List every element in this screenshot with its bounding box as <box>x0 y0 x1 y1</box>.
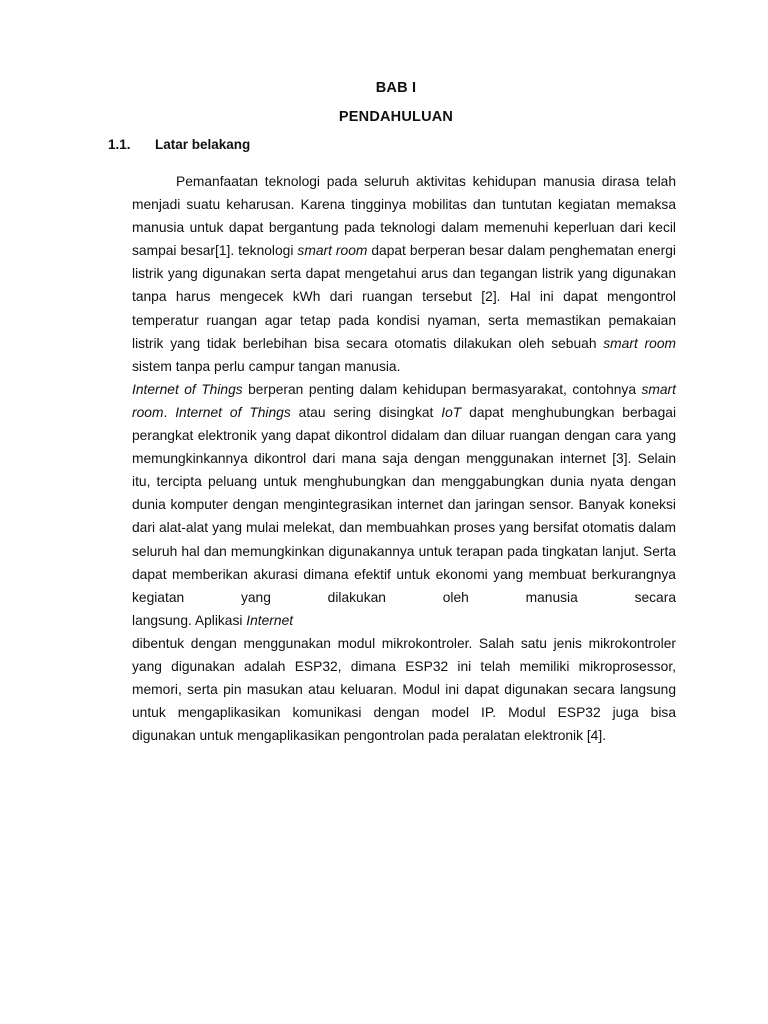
p1-text-3: sistem tanpa perlu campur tangan manusia. <box>132 358 401 374</box>
p2-text-5: langsung. Aplikasi <box>132 612 247 628</box>
p1-text-1: Pemanfaatan teknologi pada seluruh aktivitas kehidupan manusia dirasa telah menjadi suatu keharusan. Karena tingginya mobilitas dan tuntutan kegiatan memaksa manusia untuk dapat bergantung pada teknologi dalam memenuhi keperluan dari kecil sampai besar[1]. teknologi <box>132 174 676 259</box>
p2-text-3: atau sering disingkat <box>290 404 442 420</box>
paragraph-2-end <box>132 609 676 632</box>
p2-text-2: . <box>163 404 176 420</box>
p2-italic-1: Internet of Things <box>132 381 243 397</box>
section-heading <box>108 137 250 152</box>
chapter-number: BAB I <box>375 80 417 96</box>
p1-text-2: dapat berperan besar dalam penghematan energi listrik yang digunakan serta dapat mengetahui arus dan tegangan listrik yang digunakan tanpa harus mengecek kWh dari ruangan tersebut [2]. Hal ini dapat mengontrol temperatur ruangan agar tetap pada kondisi nyaman, serta memastikan pemakaian listrik yang tidak berlebihan bisa secara otomatis dilakukan oleh sebuah <box>132 243 676 351</box>
p1-italic-2: smart room <box>603 335 676 351</box>
p3-text: dibentuk dengan menggunakan modul mikrokontroler. Salah satu jenis mikrokontroler yang digunakan adalah ESP32, dimana ESP32 ini telah memiliki mikroprosessor, memori, serta pin masukan atau keluaran. Modul ini dapat digunakan secara langsung untuk mengaplikasikan komunikasi dengan model IP. Modul ESP32 juga bisa <box>132 635 676 721</box>
body-text <box>132 170 676 747</box>
p2-italic-5: Internet <box>246 612 294 628</box>
p2-text-1: berperan penting dalam kehidupan bermasyarakat, contohnya <box>242 381 642 397</box>
paragraph-2 <box>132 378 676 609</box>
p2-italic-3: Internet of Things <box>175 404 291 420</box>
p3-text-last: digunakan untuk mengaplikasikan pengontrolan pada peralatan elektronik [4]. <box>132 728 607 744</box>
section-number: 1.1. <box>108 137 131 152</box>
p2-italic-4: IoT <box>441 404 462 420</box>
p2-text-4: dapat menghubungkan berbagai perangkat elektronik yang dapat dikontrol didalam dan diluar ruangan dengan cara yang memungkinkannya dikontrol dari mana saja dengan menggunakan internet [3]. Selain itu, tercipta peluang untuk menghubungkan dan menggabungkan dunia nyata dengan dunia komputer dengan mengintegrasikan internet dan jaringan sensor. Banyak koneksi dari alat-alat yang mulai melekat, dan membuahkan proses yang bersifat otomatis dalam seluruh hal dan memungkinkan digunakannya untuk terapan pada tingkatan lanjut. Serta dapat memberikan akurasi dimana efektif untuk ekonomi yang membuat berkurangnya kegiatan yang dilakukan oleh manusia secara <box>132 404 677 605</box>
p2-italic-2: smart room <box>132 381 676 420</box>
section-title: Latar belakang <box>155 137 251 152</box>
chapter-title: PENDAHULUAN <box>338 109 454 125</box>
paragraph-3-end <box>132 724 676 747</box>
paragraph-1 <box>132 170 676 378</box>
paragraph-3 <box>132 632 676 724</box>
p1-italic-1: smart room <box>297 243 368 259</box>
